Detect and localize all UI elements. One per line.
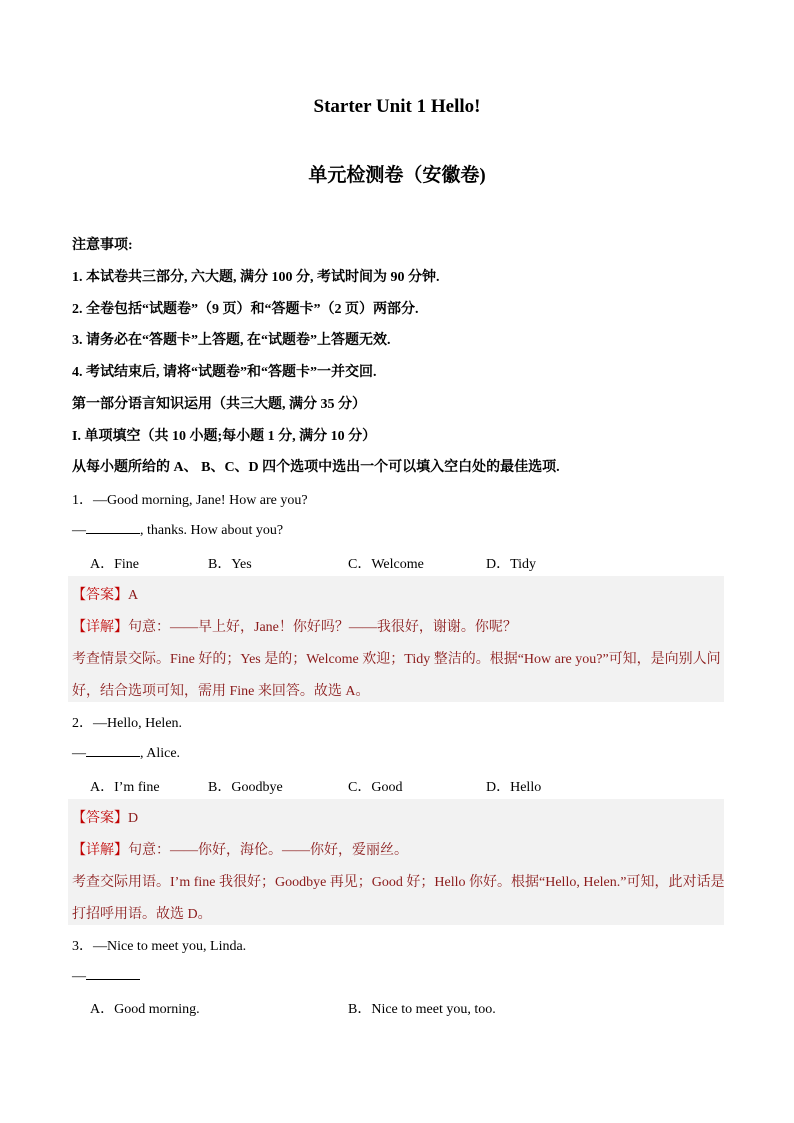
reply-text: , thanks. How about you? <box>140 523 284 538</box>
option-a: A．Fine <box>90 557 139 572</box>
reply-dash: — <box>72 523 86 538</box>
instruction: 从每小题所给的 A、 B、C、D 四个选项中选出一个可以填入空白处的最佳选项. <box>72 460 560 475</box>
notes-item: 3. 请务必在“答题卡”上答题, 在“试题卷”上答题无效. <box>72 333 391 348</box>
detail-label: 【详解】 <box>72 620 128 635</box>
reply-text: , Alice. <box>140 746 181 761</box>
question-text: 1．—Good morning, Jane! How are you? <box>72 493 308 508</box>
answer-value: D <box>128 811 139 826</box>
detail-text: 句意：——你好，海伦。——你好，爱丽丝。 <box>128 843 408 858</box>
detail-line <box>72 839 408 859</box>
answer-label: 【答案】 <box>72 811 128 826</box>
answer-line <box>72 584 138 604</box>
question-reply <box>72 967 140 985</box>
detail-text: 句意：——早上好，Jane！你好吗？——我很好，谢谢。你呢？ <box>128 620 517 635</box>
question-reply <box>72 521 283 539</box>
answer-blank <box>86 521 140 534</box>
question-text: 2．—Hello, Helen. <box>72 716 183 731</box>
notes-item: 2. 全卷包括“试题卷”（9 页）和“答题卡”（2 页）两部分. <box>72 302 419 317</box>
detail-text: 好，结合选项可知，需用 Fine 来回答。故选 A。 <box>72 684 370 699</box>
page-title: Starter Unit 1 Hello! <box>313 96 481 117</box>
answer-blank <box>86 967 140 980</box>
option-d: D．Tidy <box>486 557 537 572</box>
question-text: 3．—Nice to meet you, Linda. <box>72 939 247 954</box>
option-c: C．Welcome <box>348 557 424 572</box>
option-a: A．Good morning. <box>90 1002 200 1017</box>
detail-label: 【详解】 <box>72 843 128 858</box>
reply-dash: — <box>72 746 86 761</box>
option-c: C．Good <box>348 780 403 795</box>
detail-line <box>72 616 517 636</box>
answer-blank <box>86 744 140 757</box>
option-d: D．Hello <box>486 780 542 795</box>
sub-title: I. 单项填空（共 10 小题;每小题 1 分, 满分 10 分） <box>72 429 377 444</box>
detail-text: 考查情景交际。Fine 好的；Yes 是的；Welcome 欢迎；Tidy 整洁的。根据“How are you?”可知，是向别人问 <box>72 652 721 667</box>
option-b: B．Nice to meet you, too. <box>348 1002 496 1017</box>
notes-item: 4. 考试结束后, 请将“试题卷”和“答题卡”一并交回. <box>72 365 377 380</box>
option-a: A．I’m fine <box>90 780 160 795</box>
notes-item: 1. 本试卷共三部分, 六大题, 满分 100 分, 考试时间为 90 分钟. <box>72 270 440 285</box>
answer-line <box>72 807 138 827</box>
answer-label: 【答案】 <box>72 588 128 603</box>
option-b: B．Yes <box>208 557 252 572</box>
question-reply <box>72 744 180 762</box>
notes-heading: 注意事项: <box>72 238 133 253</box>
reply-dash: — <box>72 969 86 984</box>
part-title: 第一部分语言知识运用（共三大题, 满分 35 分） <box>72 397 366 412</box>
answer-value: A <box>128 588 139 603</box>
detail-text: 打招呼用语。故选 D。 <box>72 907 212 922</box>
detail-text: 考查交际用语。I’m fine 我很好；Goodbye 再见；Good 好；Hello 你好。根据“Hello, Helen.”可知，此对话是 <box>72 875 725 890</box>
page-subtitle: 单元检测卷（安徽卷) <box>308 165 486 186</box>
option-b: B．Goodbye <box>208 780 283 795</box>
